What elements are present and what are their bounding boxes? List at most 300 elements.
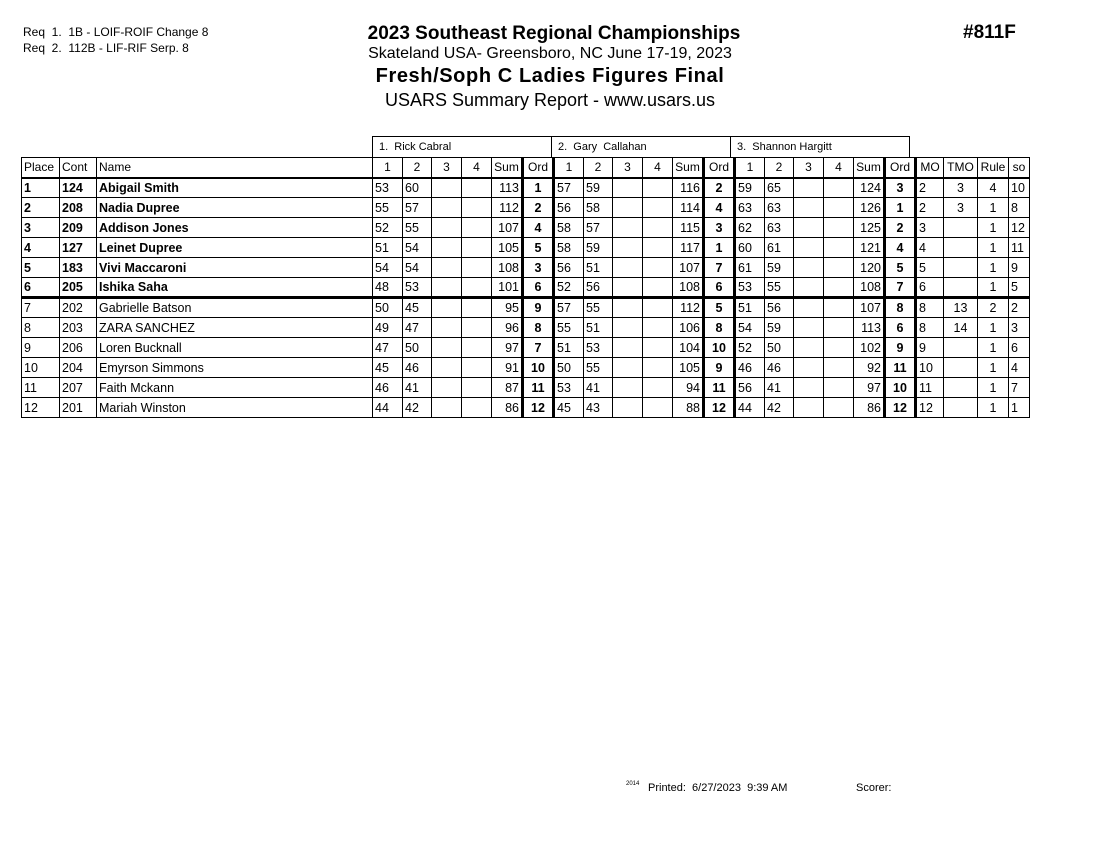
judge-3-sum: 125: [854, 218, 885, 238]
judge-2-sum: 94: [673, 378, 704, 398]
col-j1-sum: Sum: [492, 158, 523, 178]
col-j2-fig4: 4: [643, 158, 673, 178]
event-number: #811F: [963, 22, 1016, 43]
judge-1-fig2-score: 57: [403, 198, 432, 218]
judge-3-fig2-score: 55: [765, 278, 794, 298]
table-row: [22, 278, 1030, 298]
venue-dates: Skateland USA- Greensboro, NC June 17-19, 2023: [368, 45, 732, 62]
judge-1-fig4-score: [462, 378, 492, 398]
table-row: [22, 198, 1030, 218]
contestant-number-cell: 201: [60, 398, 97, 418]
judge-3-fig4-score: [824, 218, 854, 238]
total-majority-ordinal-cell: [944, 358, 978, 378]
judge-2-ordinal: 1: [704, 238, 735, 258]
judge-2-sum: 117: [673, 238, 704, 258]
contestant-number-cell: 124: [60, 178, 97, 198]
judge-1-ordinal: 11: [523, 378, 554, 398]
judge-2-sum: 115: [673, 218, 704, 238]
judge-3-fig4-score: [824, 298, 854, 318]
judge-3-fig1-score: 53: [735, 278, 765, 298]
requirement-1: Req 1. 1B - LOIF-ROIF Change 8: [23, 25, 209, 39]
judge-2-fig4-score: [643, 398, 673, 418]
place-cell: 11: [22, 378, 60, 398]
majority-ordinal-cell: 4: [916, 238, 944, 258]
judge-2-fig2-score: 43: [584, 398, 613, 418]
judge-3-ordinal: 1: [885, 198, 916, 218]
place-cell: 12: [22, 398, 60, 418]
judge-2-ordinal: 4: [704, 198, 735, 218]
results-body: [22, 178, 1030, 418]
judge-2-fig2-score: 41: [584, 378, 613, 398]
judge-2-fig1-score: 45: [554, 398, 584, 418]
event-title: Fresh/Soph C Ladies Figures Final: [375, 65, 725, 87]
so-cell: 2: [1009, 298, 1030, 318]
judge-1-ordinal: 3: [523, 258, 554, 278]
so-cell: 7: [1009, 378, 1030, 398]
judge-1-fig1-score: 50: [373, 298, 403, 318]
majority-ordinal-cell: 2: [916, 198, 944, 218]
rule-cell: 2: [978, 298, 1009, 318]
judge-1-fig1-score: 51: [373, 238, 403, 258]
judge-2-fig4-score: [643, 278, 673, 298]
table-row: [22, 358, 1030, 378]
judge-3-fig3-score: [794, 338, 824, 358]
judge-1-sum: 95: [492, 298, 523, 318]
judge-2-ordinal: 2: [704, 178, 735, 198]
total-majority-ordinal-cell: [944, 398, 978, 418]
judge-2-fig2-score: 51: [584, 258, 613, 278]
judge-1-fig4-score: [462, 238, 492, 258]
judge-1-fig4-score: [462, 318, 492, 338]
judge-1-fig1-score: 55: [373, 198, 403, 218]
judge-3-fig2-score: 59: [765, 258, 794, 278]
judge-2-sum: 108: [673, 278, 704, 298]
judge-3-fig1-score: 62: [735, 218, 765, 238]
place-cell: 3: [22, 218, 60, 238]
skater-name-cell: Addison Jones: [97, 218, 373, 238]
judge-3-fig2-score: 46: [765, 358, 794, 378]
judge-2-fig3-score: [613, 298, 643, 318]
judge-2-name: 2. Gary Callahan: [552, 137, 731, 157]
judge-1-fig1-score: 54: [373, 258, 403, 278]
judge-3-sum: 102: [854, 338, 885, 358]
judge-3-fig4-score: [824, 278, 854, 298]
judge-2-fig3-score: [613, 318, 643, 338]
majority-ordinal-cell: 10: [916, 358, 944, 378]
judge-1-fig2-score: 46: [403, 358, 432, 378]
judge-1-ordinal: 2: [523, 198, 554, 218]
judge-1-fig3-score: [432, 258, 462, 278]
judge-3-fig3-score: [794, 398, 824, 418]
table-row: [22, 298, 1030, 318]
judge-2-fig3-score: [613, 178, 643, 198]
judge-1-fig2-score: 54: [403, 258, 432, 278]
contestant-number-cell: 203: [60, 318, 97, 338]
judge-3-fig3-score: [794, 278, 824, 298]
judge-3-fig4-score: [824, 238, 854, 258]
skater-name-cell: Nadia Dupree: [97, 198, 373, 218]
judge-1-sum: 97: [492, 338, 523, 358]
majority-ordinal-cell: 2: [916, 178, 944, 198]
table-row: [22, 338, 1030, 358]
total-majority-ordinal-cell: [944, 338, 978, 358]
judge-3-fig4-score: [824, 178, 854, 198]
judge-1-name: 1. Rick Cabral: [373, 137, 552, 157]
judge-3-fig4-score: [824, 318, 854, 338]
judge-2-fig1-score: 53: [554, 378, 584, 398]
so-cell: 4: [1009, 358, 1030, 378]
judge-3-sum: 124: [854, 178, 885, 198]
judge-3-ordinal: 5: [885, 258, 916, 278]
skater-name-cell: Faith Mckann: [97, 378, 373, 398]
judge-3-fig2-score: 59: [765, 318, 794, 338]
majority-ordinal-cell: 12: [916, 398, 944, 418]
judge-1-ordinal: 12: [523, 398, 554, 418]
judge-2-fig2-score: 59: [584, 238, 613, 258]
col-j1-fig4: 4: [462, 158, 492, 178]
judge-3-fig3-score: [794, 198, 824, 218]
judge-3-fig2-score: 63: [765, 218, 794, 238]
judge-3-sum: 120: [854, 258, 885, 278]
judge-2-fig4-score: [643, 378, 673, 398]
scorer-label: Scorer:: [856, 782, 892, 794]
judge-3-fig3-score: [794, 298, 824, 318]
judge-3-ordinal: 6: [885, 318, 916, 338]
judge-2-fig3-score: [613, 278, 643, 298]
col-j3-fig1: 1: [735, 158, 765, 178]
judge-1-fig1-score: 44: [373, 398, 403, 418]
judge-3-fig2-score: 56: [765, 298, 794, 318]
judge-1-fig3-score: [432, 378, 462, 398]
judge-3-fig2-score: 65: [765, 178, 794, 198]
place-cell: 10: [22, 358, 60, 378]
contestant-number-cell: 183: [60, 258, 97, 278]
place-cell: 1: [22, 178, 60, 198]
header-row: [22, 158, 1030, 178]
judge-3-fig3-score: [794, 258, 824, 278]
col-name: Name: [97, 158, 373, 178]
table-row: [22, 258, 1030, 278]
results-table: [21, 157, 1030, 418]
judge-3-sum: 92: [854, 358, 885, 378]
judge-2-fig2-score: 51: [584, 318, 613, 338]
judge-2-fig1-score: 57: [554, 298, 584, 318]
col-j1-ord: Ord: [523, 158, 554, 178]
judge-3-fig1-score: 56: [735, 378, 765, 398]
judge-3-fig1-score: 59: [735, 178, 765, 198]
so-cell: 12: [1009, 218, 1030, 238]
total-majority-ordinal-cell: [944, 258, 978, 278]
col-j1-fig1: 1: [373, 158, 403, 178]
judge-1-ordinal: 7: [523, 338, 554, 358]
col-cont: Cont: [60, 158, 97, 178]
judge-1-fig3-score: [432, 358, 462, 378]
judge-3-fig4-score: [824, 378, 854, 398]
place-cell: 7: [22, 298, 60, 318]
place-cell: 4: [22, 238, 60, 258]
skater-name-cell: Emyrson Simmons: [97, 358, 373, 378]
judge-2-ordinal: 10: [704, 338, 735, 358]
place-cell: 9: [22, 338, 60, 358]
judge-1-fig2-score: 60: [403, 178, 432, 198]
judge-3-ordinal: 11: [885, 358, 916, 378]
judge-3-fig4-score: [824, 198, 854, 218]
report-title: USARS Summary Report - www.usars.us: [384, 90, 716, 110]
judge-1-fig1-score: 53: [373, 178, 403, 198]
place-cell: 5: [22, 258, 60, 278]
contestant-number-cell: 204: [60, 358, 97, 378]
judge-2-fig3-score: [613, 218, 643, 238]
rule-cell: 1: [978, 358, 1009, 378]
judge-1-ordinal: 8: [523, 318, 554, 338]
judge-1-fig4-score: [462, 338, 492, 358]
contestant-number-cell: 209: [60, 218, 97, 238]
competition-title: 2023 Southeast Regional Championships: [367, 23, 741, 44]
judge-3-fig1-score: 51: [735, 298, 765, 318]
judge-1-ordinal: 9: [523, 298, 554, 318]
judge-2-fig4-score: [643, 238, 673, 258]
judge-2-ordinal: 7: [704, 258, 735, 278]
col-j3-sum: Sum: [854, 158, 885, 178]
so-cell: 9: [1009, 258, 1030, 278]
judge-1-fig4-score: [462, 258, 492, 278]
total-majority-ordinal-cell: [944, 278, 978, 298]
judge-3-sum: 113: [854, 318, 885, 338]
col-place: Place: [22, 158, 60, 178]
judge-3-ordinal: 4: [885, 238, 916, 258]
judge-1-sum: 105: [492, 238, 523, 258]
skater-name-cell: ZARA SANCHEZ: [97, 318, 373, 338]
place-cell: 8: [22, 318, 60, 338]
judge-1-fig3-score: [432, 298, 462, 318]
judge-1-fig2-score: 41: [403, 378, 432, 398]
col-so: so: [1009, 158, 1030, 178]
skater-name-cell: Abigail Smith: [97, 178, 373, 198]
judge-1-sum: 107: [492, 218, 523, 238]
judge-3-fig1-score: 63: [735, 198, 765, 218]
judge-1-fig2-score: 45: [403, 298, 432, 318]
rule-cell: 1: [978, 338, 1009, 358]
col-j2-sum: Sum: [673, 158, 704, 178]
place-cell: 2: [22, 198, 60, 218]
judge-1-fig3-score: [432, 398, 462, 418]
judge-2-fig1-score: 50: [554, 358, 584, 378]
skater-name-cell: Vivi Maccaroni: [97, 258, 373, 278]
judge-1-fig3-score: [432, 238, 462, 258]
total-majority-ordinal-cell: 3: [944, 198, 978, 218]
judge-3-name: 3. Shannon Hargitt: [731, 137, 910, 157]
judge-1-sum: 112: [492, 198, 523, 218]
requirement-2: Req 2. 112B - LIF-RIF Serp. 8: [23, 41, 189, 55]
judge-2-fig1-score: 51: [554, 338, 584, 358]
col-rule: Rule: [978, 158, 1009, 178]
skater-name-cell: Loren Bucknall: [97, 338, 373, 358]
judge-2-fig4-score: [643, 358, 673, 378]
place-cell: 6: [22, 278, 60, 298]
rule-cell: 1: [978, 198, 1009, 218]
judge-1-fig3-score: [432, 198, 462, 218]
judge-2-fig1-score: 56: [554, 258, 584, 278]
judge-1-fig2-score: 42: [403, 398, 432, 418]
judge-1-ordinal: 10: [523, 358, 554, 378]
judge-1-fig1-score: 52: [373, 218, 403, 238]
so-cell: 6: [1009, 338, 1030, 358]
total-majority-ordinal-cell: 3: [944, 178, 978, 198]
majority-ordinal-cell: 8: [916, 298, 944, 318]
judge-1-fig2-score: 54: [403, 238, 432, 258]
judge-1-ordinal: 4: [523, 218, 554, 238]
judge-2-fig4-score: [643, 298, 673, 318]
majority-ordinal-cell: 3: [916, 218, 944, 238]
judge-3-sum: 126: [854, 198, 885, 218]
judge-3-fig4-score: [824, 398, 854, 418]
contestant-number-cell: 207: [60, 378, 97, 398]
contestant-number-cell: 208: [60, 198, 97, 218]
col-tmo: TMO: [944, 158, 978, 178]
judge-1-fig3-score: [432, 338, 462, 358]
judge-1-ordinal: 6: [523, 278, 554, 298]
judge-3-ordinal: 2: [885, 218, 916, 238]
judge-2-fig3-score: [613, 378, 643, 398]
judge-1-fig3-score: [432, 178, 462, 198]
judge-2-fig2-score: 59: [584, 178, 613, 198]
col-j2-fig2: 2: [584, 158, 613, 178]
so-cell: 10: [1009, 178, 1030, 198]
judge-3-fig1-score: 46: [735, 358, 765, 378]
judge-2-ordinal: 8: [704, 318, 735, 338]
judge-3-fig2-score: 61: [765, 238, 794, 258]
judge-2-fig2-score: 55: [584, 358, 613, 378]
judge-3-sum: 107: [854, 298, 885, 318]
judge-1-sum: 96: [492, 318, 523, 338]
judge-2-sum: 112: [673, 298, 704, 318]
total-majority-ordinal-cell: 14: [944, 318, 978, 338]
judge-2-fig3-score: [613, 238, 643, 258]
judge-2-fig1-score: 55: [554, 318, 584, 338]
judge-3-fig3-score: [794, 378, 824, 398]
judge-2-sum: 114: [673, 198, 704, 218]
judge-2-fig1-score: 52: [554, 278, 584, 298]
judge-1-fig2-score: 47: [403, 318, 432, 338]
judges-header: [372, 136, 910, 157]
so-cell: 1: [1009, 398, 1030, 418]
printed-timestamp: Printed: 6/27/2023 9:39 AM: [648, 782, 788, 794]
judge-3-fig2-score: 42: [765, 398, 794, 418]
judge-2-fig1-score: 58: [554, 238, 584, 258]
judge-2-fig4-score: [643, 178, 673, 198]
total-majority-ordinal-cell: [944, 378, 978, 398]
judge-2-sum: 106: [673, 318, 704, 338]
judge-3-fig1-score: 44: [735, 398, 765, 418]
contestant-number-cell: 206: [60, 338, 97, 358]
judge-1-fig2-score: 50: [403, 338, 432, 358]
majority-ordinal-cell: 8: [916, 318, 944, 338]
rule-cell: 1: [978, 378, 1009, 398]
col-mo: MO: [916, 158, 944, 178]
judge-2-fig3-score: [613, 358, 643, 378]
judge-2-ordinal: 9: [704, 358, 735, 378]
judge-1-fig4-score: [462, 398, 492, 418]
judge-2-fig2-score: 55: [584, 298, 613, 318]
col-j3-ord: Ord: [885, 158, 916, 178]
skater-name-cell: Mariah Winston: [97, 398, 373, 418]
judge-3-sum: 121: [854, 238, 885, 258]
judge-2-fig2-score: 56: [584, 278, 613, 298]
so-cell: 8: [1009, 198, 1030, 218]
judge-2-fig2-score: 53: [584, 338, 613, 358]
rule-cell: 1: [978, 238, 1009, 258]
col-j3-fig4: 4: [824, 158, 854, 178]
judge-3-ordinal: 7: [885, 278, 916, 298]
judge-2-fig3-score: [613, 398, 643, 418]
judge-3-fig3-score: [794, 238, 824, 258]
judge-2-fig4-score: [643, 218, 673, 238]
contestant-number-cell: 202: [60, 298, 97, 318]
judge-3-fig4-score: [824, 258, 854, 278]
judge-2-fig1-score: 56: [554, 198, 584, 218]
table-row: [22, 218, 1030, 238]
majority-ordinal-cell: 5: [916, 258, 944, 278]
judge-2-fig2-score: 58: [584, 198, 613, 218]
judge-1-fig4-score: [462, 198, 492, 218]
judge-2-ordinal: 5: [704, 298, 735, 318]
judge-3-fig2-score: 41: [765, 378, 794, 398]
judge-3-sum: 97: [854, 378, 885, 398]
rule-cell: 1: [978, 258, 1009, 278]
total-majority-ordinal-cell: [944, 238, 978, 258]
judge-1-fig1-score: 45: [373, 358, 403, 378]
total-majority-ordinal-cell: 13: [944, 298, 978, 318]
judge-1-ordinal: 5: [523, 238, 554, 258]
judge-3-fig4-score: [824, 358, 854, 378]
judge-2-fig4-score: [643, 258, 673, 278]
so-cell: 3: [1009, 318, 1030, 338]
judge-3-fig3-score: [794, 318, 824, 338]
judge-1-sum: 86: [492, 398, 523, 418]
judge-3-ordinal: 10: [885, 378, 916, 398]
judge-1-fig4-score: [462, 218, 492, 238]
judge-1-fig3-score: [432, 278, 462, 298]
judge-3-fig2-score: 63: [765, 198, 794, 218]
judge-2-ordinal: 12: [704, 398, 735, 418]
judge-2-ordinal: 3: [704, 218, 735, 238]
judge-3-sum: 108: [854, 278, 885, 298]
judge-3-fig1-score: 54: [735, 318, 765, 338]
judge-1-ordinal: 1: [523, 178, 554, 198]
rule-cell: 1: [978, 218, 1009, 238]
judge-2-sum: 107: [673, 258, 704, 278]
judge-3-fig3-score: [794, 218, 824, 238]
judge-2-fig2-score: 57: [584, 218, 613, 238]
judge-2-sum: 116: [673, 178, 704, 198]
judge-1-fig4-score: [462, 278, 492, 298]
judge-2-sum: 88: [673, 398, 704, 418]
judge-1-fig4-score: [462, 358, 492, 378]
table-row: [22, 378, 1030, 398]
majority-ordinal-cell: 6: [916, 278, 944, 298]
rule-cell: 1: [978, 398, 1009, 418]
majority-ordinal-cell: 9: [916, 338, 944, 358]
judge-2-fig3-score: [613, 338, 643, 358]
table-row: [22, 398, 1030, 418]
judge-1-sum: 91: [492, 358, 523, 378]
col-j1-fig3: 3: [432, 158, 462, 178]
col-j2-fig1: 1: [554, 158, 584, 178]
judge-2-fig4-score: [643, 198, 673, 218]
total-majority-ordinal-cell: [944, 218, 978, 238]
judge-1-fig2-score: 53: [403, 278, 432, 298]
judge-1-fig1-score: 48: [373, 278, 403, 298]
